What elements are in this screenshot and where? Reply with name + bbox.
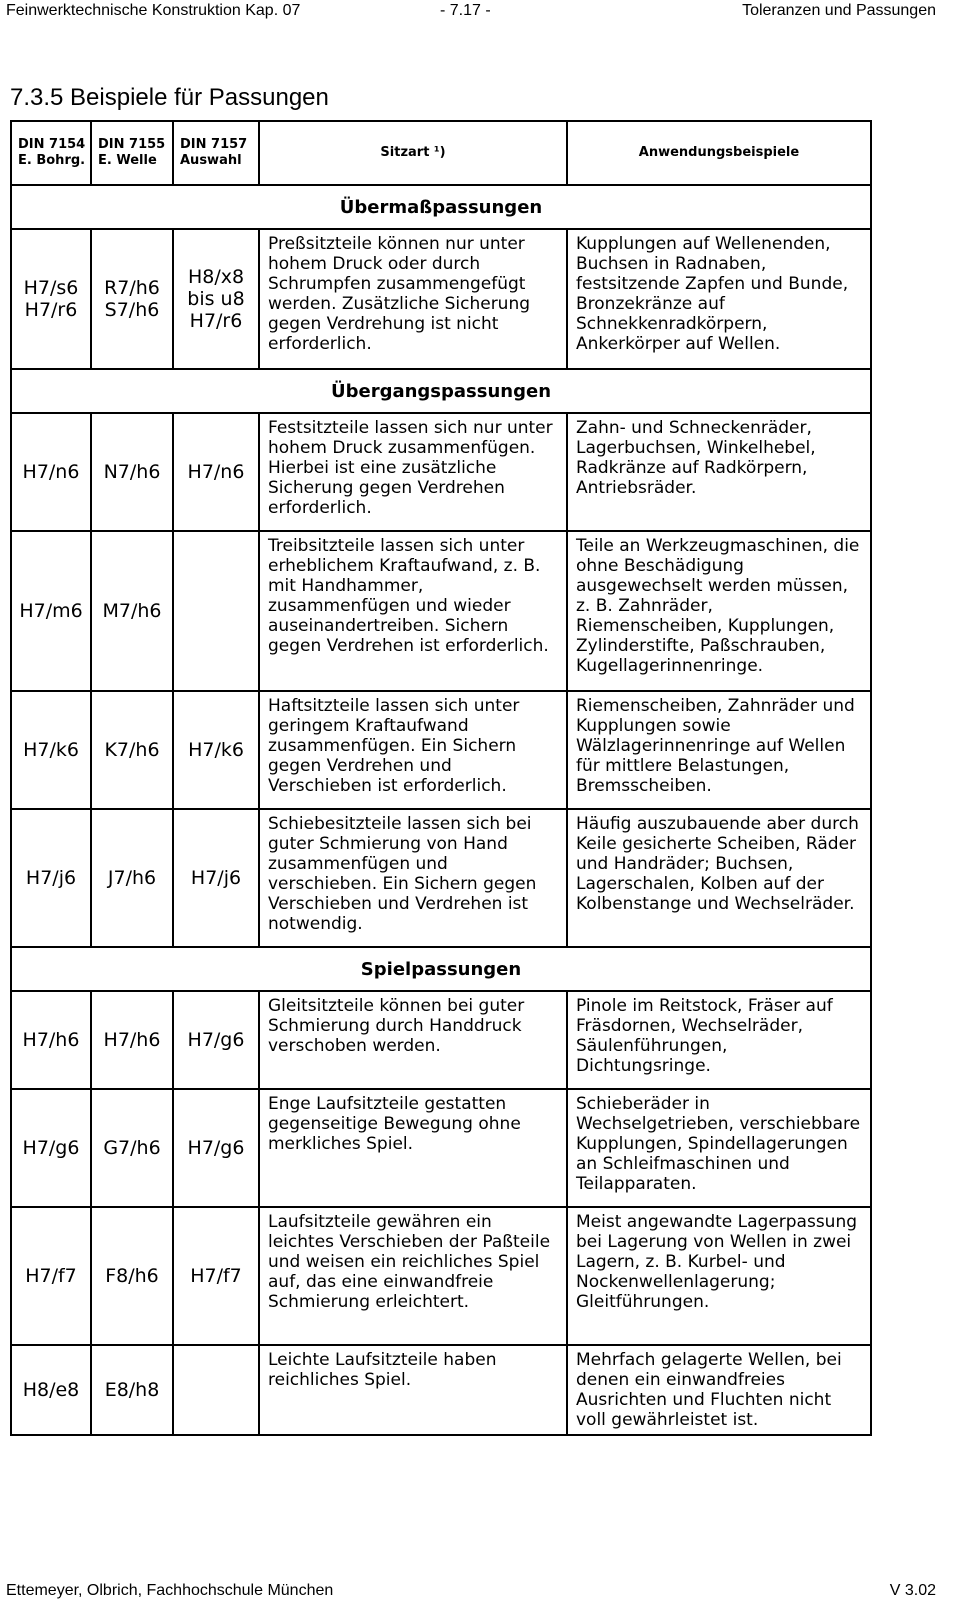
fit-auswahl: H7/g6: [173, 991, 259, 1089]
col-header-din7155: DIN 7155 E. Welle: [91, 121, 173, 185]
group-row: [11, 369, 871, 413]
group-title: Übergangspassungen: [11, 369, 871, 413]
fit-bohrung: H7/g6: [11, 1089, 91, 1207]
anwendung-text: Meist angewandte Lagerpassung bei Lagerung von Wellen in zwei Lagern, z. B. Kurbel- und Nockenwellenlagerung; Gleitführungen.: [567, 1207, 871, 1345]
fit-bohrung: H7/j6: [11, 809, 91, 947]
fit-bohrung: H7/m6: [11, 531, 91, 691]
sitzart-text: Treibsitzteile lassen sich unter erheblichem Kraftaufwand, z. B. mit Handhammer, zusammenfügen und wieder auseinandertreiben. Sichern gegen Verdrehen ist erforderlich.: [259, 531, 567, 691]
fit-bohrung: H7/n6: [11, 413, 91, 531]
sitzart-text: Laufsitzteile gewähren ein leichtes Verschieben der Paßteile und weisen ein reichliches Spiel auf, das eine einwandfreie Schmierung erleichtert.: [259, 1207, 567, 1345]
group-row: [11, 185, 871, 229]
fit-auswahl: [173, 531, 259, 691]
table-row: [11, 413, 871, 531]
section-title: 7.3.5 Beispiele für Passungen: [10, 84, 329, 111]
group-title: Spielpassungen: [11, 947, 871, 991]
table-row: [11, 1089, 871, 1207]
col-header-sitzart: Sitzart ¹): [259, 121, 567, 185]
anwendung-text: Häufig auszubauende aber durch Keile gesicherte Scheiben, Räder und Handräder; Buchsen, Lagerschalen, Kolben auf der Kolbenstange und Wechselräder.: [567, 809, 871, 947]
fit-welle: F8/h6: [91, 1207, 173, 1345]
fit-auswahl: H8/x8 bis u8 H7/r6: [173, 229, 259, 369]
table-row: [11, 691, 871, 809]
anwendung-text: Zahn- und Schneckenräder, Lagerbuchsen, Winkelhebel, Radkränze auf Radkörpern, Antriebsräder.: [567, 413, 871, 531]
sitzart-text: Schiebesitzteile lassen sich bei guter Schmierung von Hand zusammenfügen und verschieben. Ein Sichern gegen Verschieben und Verdrehen ist notwendig.: [259, 809, 567, 947]
header-chapter: Feinwerktechnische Konstruktion Kap. 07: [6, 2, 301, 19]
table-header-row: [11, 121, 871, 185]
fit-welle: K7/h6: [91, 691, 173, 809]
anwendung-text: Riemenscheiben, Zahnräder und Kupplungen sowie Wälzlagerinnenringe auf Wellen für mittlere Belastungen, Bremsscheiben.: [567, 691, 871, 809]
sitzart-text: Festsitzteile lassen sich nur unter hohem Druck zusammenfügen. Hierbei ist eine zusätzliche Sicherung gegen Verdrehen erforderlich.: [259, 413, 567, 531]
table-row: [11, 531, 871, 691]
fit-welle: G7/h6: [91, 1089, 173, 1207]
fit-welle: H7/h6: [91, 991, 173, 1089]
fit-auswahl: H7/k6: [173, 691, 259, 809]
group-row: [11, 947, 871, 991]
fit-welle: M7/h6: [91, 531, 173, 691]
fit-welle: R7/h6 S7/h6: [91, 229, 173, 369]
table-row: [11, 1207, 871, 1345]
fits-table: [10, 120, 872, 1436]
fit-auswahl: H7/j6: [173, 809, 259, 947]
table-row: [11, 991, 871, 1089]
fit-welle: N7/h6: [91, 413, 173, 531]
fit-auswahl: [173, 1345, 259, 1435]
fit-bohrung: H8/e8: [11, 1345, 91, 1435]
anwendung-text: Pinole im Reitstock, Fräser auf Fräsdornen, Wechselräder, Säulenführungen, Dichtungsringe.: [567, 991, 871, 1089]
fit-welle: J7/h6: [91, 809, 173, 947]
fit-bohrung: H7/s6 H7/r6: [11, 229, 91, 369]
anwendung-text: Mehrfach gelagerte Wellen, bei denen ein einwandfreies Ausrichten und Fluchten nicht voll gewährleistet ist.: [567, 1345, 871, 1435]
sitzart-text: Haftsitzteile lassen sich unter geringem Kraftaufwand zusammenfügen. Ein Sichern gegen Verdrehen und Verschieben ist erforderlich.: [259, 691, 567, 809]
table-row: [11, 1345, 871, 1435]
anwendung-text: Schieberäder in Wechselgetrieben, verschiebbare Kupplungen, Spindellagerungen an Schleifmaschinen und Teilapparaten.: [567, 1089, 871, 1207]
fit-auswahl: H7/n6: [173, 413, 259, 531]
sitzart-text: Enge Laufsitzteile gestatten gegenseitige Bewegung ohne merkliches Spiel.: [259, 1089, 567, 1207]
header-page-number: - 7.17 -: [440, 2, 491, 19]
fit-bohrung: H7/f7: [11, 1207, 91, 1345]
footer-version: V 3.02: [889, 1582, 936, 1599]
col-header-anwendung: Anwendungsbeispiele: [567, 121, 871, 185]
footer-authors: Ettemeyer, Olbrich, Fachhochschule München: [6, 1582, 334, 1599]
fit-auswahl: H7/f7: [173, 1207, 259, 1345]
col-header-din7157: DIN 7157 Auswahl: [173, 121, 259, 185]
fit-auswahl: H7/g6: [173, 1089, 259, 1207]
group-title: Übermaßpassungen: [11, 185, 871, 229]
header-topic: Toleranzen und Passungen: [742, 2, 936, 19]
fit-bohrung: H7/h6: [11, 991, 91, 1089]
sitzart-text: Leichte Laufsitzteile haben reichliches Spiel.: [259, 1345, 567, 1435]
fit-bohrung: H7/k6: [11, 691, 91, 809]
sitzart-text: Preßsitzteile können nur unter hohem Druck oder durch Schrumpfen zusammengefügt werden. Zusätzliche Sicherung gegen Verdrehung ist nicht erforderlich.: [259, 229, 567, 369]
anwendung-text: Teile an Werkzeugmaschinen, die ohne Beschädigung ausgewechselt werden müssen, z. B. Zahnräder, Riemenscheiben, Kupplungen, Zylinderstifte, Paßschrauben, Kugellagerinnenringe.: [567, 531, 871, 691]
table-row: [11, 229, 871, 369]
table-row: [11, 809, 871, 947]
sitzart-text: Gleitsitzteile können bei guter Schmierung durch Handdruck verschoben werden.: [259, 991, 567, 1089]
fit-welle: E8/h8: [91, 1345, 173, 1435]
col-header-din7154: DIN 7154 E. Bohrg.: [11, 121, 91, 185]
anwendung-text: Kupplungen auf Wellenenden, Buchsen in Radnaben, festsitzende Zapfen und Bunde, Bronzekränze auf Schnekkenradkörpern, Ankerkörper auf Wellen.: [567, 229, 871, 369]
